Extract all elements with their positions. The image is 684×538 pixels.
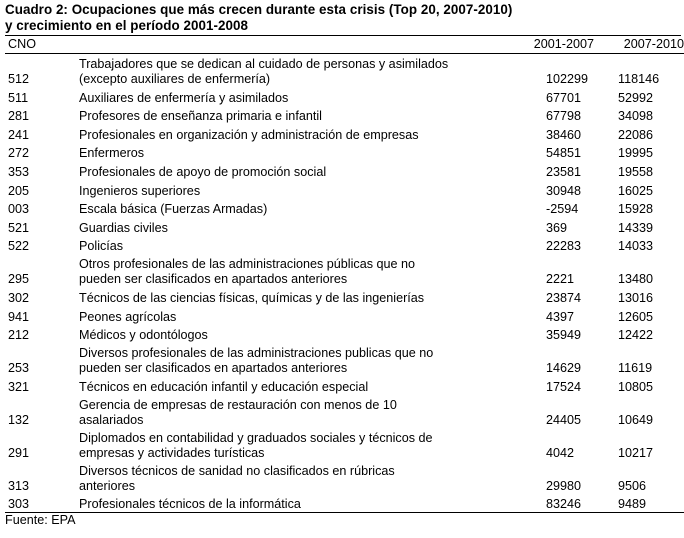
cell-period-2007-2010: 10217 [618, 445, 654, 460]
header-description [78, 36, 506, 54]
table-row [5, 325, 684, 344]
cell-cno: 281 [8, 109, 30, 124]
cell-period-2001-2007: -2594 [546, 202, 579, 217]
cell-period-2007-2010: 52992 [618, 90, 654, 105]
table-row [5, 161, 684, 180]
description-line: Profesionales de apoyo de promoción social [79, 164, 327, 179]
cell-period-2001-2007: 24405 [546, 412, 582, 427]
cell-cno: 511 [8, 90, 29, 105]
header-period-2007-2010: 2007-2010 [596, 36, 684, 54]
cell-description [78, 428, 506, 461]
table-row [5, 494, 684, 513]
cell-period-2001-2007: 23874 [546, 290, 582, 305]
cell-cno: 321 [8, 379, 30, 394]
description-line: asalariados [79, 412, 144, 427]
cell-period-2007-2010: 13480 [618, 272, 654, 287]
cell-period-2001-2007: 369 [546, 220, 568, 235]
cell-period-2001-2007: 102299 [546, 72, 589, 86]
cell-description [78, 124, 506, 143]
cell-period-2007-2010: 19558 [618, 164, 654, 179]
cell-cno: 353 [8, 164, 30, 179]
table-row [5, 428, 684, 461]
cell-description [78, 287, 506, 306]
description-line: Profesionales técnicos de la informática [79, 497, 301, 512]
description-line: Guardias civiles [79, 220, 168, 235]
cell-cno: 212 [8, 328, 30, 343]
cell-period-2007-2010: 9506 [618, 478, 647, 493]
table-row [5, 376, 684, 395]
cell-description [78, 461, 506, 494]
title-line-1: Cuadro 2: Ocupaciones que más crecen durante esta crisis (Top 20, 2007-2010) [5, 2, 513, 17]
table-row [5, 395, 684, 428]
cell-period-2001-2007: 22283 [546, 239, 582, 254]
table-row [5, 236, 684, 255]
cell-cno: 295 [8, 272, 30, 287]
cell-description [78, 87, 506, 106]
table-row [5, 54, 684, 88]
description-line: (excepto auxiliares de enfermería) [79, 72, 271, 86]
cell-period-2001-2007: 4397 [546, 309, 575, 324]
cell-period-2001-2007: 4042 [546, 445, 575, 460]
description-line: anteriores [79, 478, 136, 493]
cell-period-2001-2007: 2221 [546, 272, 575, 287]
cell-period-2007-2010: 12605 [618, 309, 654, 324]
cell-description [78, 217, 506, 236]
table-row [5, 143, 684, 162]
source-note: Fuente: EPA [5, 513, 76, 528]
cell-period-2007-2010: 14033 [618, 239, 654, 254]
cell-period-2001-2007: 67798 [546, 109, 582, 124]
description-line: Escala básica (Fuerzas Armadas) [79, 202, 268, 217]
cell-cno: 303 [5, 494, 78, 513]
cell-period-2007-2010: 34098 [618, 109, 654, 124]
table-body [5, 54, 684, 513]
cell-cno: 205 [8, 183, 30, 198]
cell-description [78, 143, 506, 162]
cell-period-2001-2007: 30948 [546, 183, 582, 198]
cell-period-2007-2010: 16025 [618, 183, 654, 198]
description-line: Profesores de enseñanza primaria e infantil [79, 109, 322, 124]
cell-description [78, 494, 506, 513]
table-row [5, 217, 684, 236]
cell-cno: 941 [8, 309, 30, 324]
cell-period-2007-2010: 22086 [618, 127, 654, 142]
table-row [5, 343, 684, 376]
table-row [5, 461, 684, 494]
header-period-2001-2007: 2001-2007 [506, 36, 596, 54]
cell-cno: 132 [8, 412, 30, 427]
cell-cno: 521 [8, 220, 30, 235]
cell-period-2007-2010: 13016 [618, 290, 654, 305]
cell-description [78, 254, 506, 287]
title-line-2: y crecimiento en el período 2001-2008 [5, 18, 248, 33]
table-title [5, 0, 681, 34]
table-row [5, 124, 684, 143]
description-line: Enfermeros [79, 146, 145, 161]
cell-period-2007-2010: 10649 [618, 412, 654, 427]
cell-period-2001-2007: 23581 [546, 164, 582, 179]
cell-cno: 291 [8, 445, 30, 460]
cell-period-2007-2010: 14339 [618, 220, 654, 235]
table-row [5, 306, 684, 325]
cell-description [78, 343, 506, 376]
cell-period-2001-2007: 67701 [546, 90, 582, 105]
cell-description [78, 395, 506, 428]
header-row [5, 36, 684, 54]
description-line: Policías [79, 239, 124, 254]
cell-description [78, 161, 506, 180]
description-line: Gerencia de empresas de restauración con menos de 10 [79, 397, 397, 412]
cell-period-2007-2010: 9489 [596, 494, 684, 513]
description-line: Profesionales en organización y administración de empresas [79, 127, 419, 142]
description-line: Trabajadores que se dedican al cuidado de personas y asimilados [79, 57, 449, 71]
table-row [5, 180, 684, 199]
description-line: Ingenieros superiores [79, 183, 201, 198]
description-line: Auxiliares de enfermería y asimilados [79, 90, 289, 105]
cell-cno: 241 [8, 127, 30, 142]
cell-period-2001-2007: 14629 [546, 361, 582, 376]
description-line: Peones agrícolas [79, 309, 177, 324]
table-header [5, 36, 684, 54]
description-line: pueden ser clasificados en apartados anteriores [79, 361, 348, 376]
description-line: Diplomados en contabilidad y graduados sociales y técnicos de [79, 430, 433, 445]
cell-description [78, 106, 506, 125]
cell-cno: 272 [8, 146, 30, 161]
cell-period-2007-2010: 118146 [618, 72, 660, 86]
table-row [5, 199, 684, 218]
cell-cno: 003 [8, 202, 30, 217]
cell-cno: 512 [8, 72, 30, 86]
description-line: pueden ser clasificados en apartados anteriores [79, 272, 348, 287]
document [5, 0, 684, 528]
cell-period-2001-2007: 54851 [546, 146, 582, 161]
description-line: Otros profesionales de las administraciones públicas que no [79, 257, 416, 272]
cell-description [78, 306, 506, 325]
cell-description [78, 376, 506, 395]
description-line: empresas y actividades turísticas [79, 445, 265, 460]
description-line: Diversos técnicos de sanidad no clasificados en rúbricas [79, 463, 395, 478]
description-line: Técnicos de las ciencias físicas, químicas y de las ingenierías [79, 290, 425, 305]
cell-period-2007-2010: 12422 [618, 328, 654, 343]
description-line: Médicos y odontólogos [79, 328, 208, 343]
cell-period-2001-2007: 17524 [546, 379, 582, 394]
cell-cno: 253 [8, 361, 30, 376]
cell-description [78, 180, 506, 199]
occupations-table [5, 36, 684, 513]
cell-period-2001-2007: 29980 [546, 478, 582, 493]
cell-cno: 313 [8, 478, 30, 493]
cell-period-2007-2010: 11619 [618, 361, 653, 376]
cell-period-2001-2007: 35949 [546, 328, 582, 343]
cell-period-2007-2010: 15928 [618, 202, 654, 217]
cell-period-2007-2010: 19995 [618, 146, 654, 161]
table-row [5, 106, 684, 125]
header-cno: CNO [5, 36, 78, 54]
cell-period-2007-2010: 10805 [618, 379, 654, 394]
description-line: Diversos profesionales de las administraciones publicas que no [79, 346, 434, 361]
description-line: Técnicos en educación infantil y educación especial [79, 379, 369, 394]
cell-cno: 522 [8, 239, 30, 254]
cell-period-2001-2007: 38460 [546, 127, 582, 142]
cell-description [78, 236, 506, 255]
table-row [5, 87, 684, 106]
cell-description [78, 325, 506, 344]
cell-cno: 302 [8, 290, 30, 305]
table-row [5, 254, 684, 287]
cell-period-2001-2007: 83246 [506, 494, 596, 513]
cell-description [78, 199, 506, 218]
cell-description [78, 54, 506, 88]
table-row [5, 287, 684, 306]
